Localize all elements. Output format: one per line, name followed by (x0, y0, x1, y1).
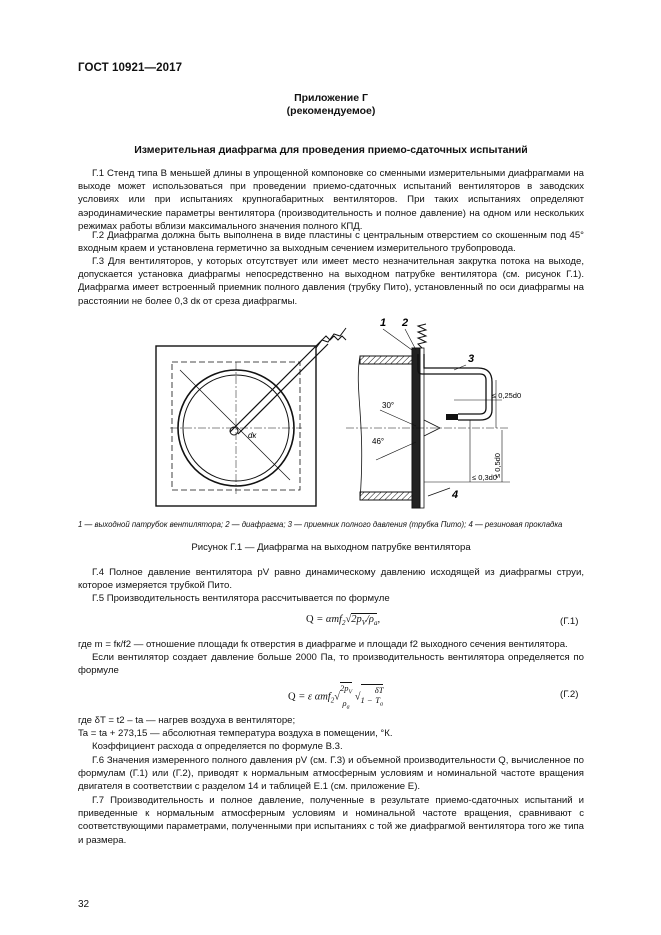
label-4: 4 (452, 489, 459, 501)
appendix-kind: (рекомендуемое) (286, 105, 376, 117)
diaphragm-front-view (156, 328, 346, 506)
label-3: 3 (468, 353, 475, 365)
formula-g1-number: (Г.1) (560, 616, 579, 627)
paragraph-coef (78, 740, 584, 753)
paragraph-where1: где m = fк/f2 — отношение площади fк отверстия в диафрагме и площади f2 выходного сечения вентилятора. (78, 639, 568, 650)
paragraph-g4 (78, 566, 584, 592)
paragraph-g6-text: Г.6 Значения измеренного полного давления pV (см. Г.3) и объемной производительности Q, вычисленное по формулам (Г.1) или (Г.2), приводят к нормальным атмосферным условиям и номинальной частоте вращения двигателя в соответствии с разделом 14 и таблицей Е.1 (см. приложение Е). (78, 755, 584, 793)
paragraph-g7 (78, 794, 584, 847)
label-1: 1 (380, 317, 387, 329)
paragraph-g5 (78, 592, 584, 605)
dk-label: dк (248, 431, 257, 440)
angle-30-label: 30° (382, 401, 395, 410)
diaphragm-side-view (346, 317, 521, 508)
formula-g2: Q = ε $\alpha mf_2√2p_V$ $\rho_a$ √1 − δT $T_a$ (288, 683, 384, 711)
paragraph-g1 (78, 167, 584, 233)
paragraph-g4-text: Г.4 Полное давление вентилятора pV равно динамическому давлению исходящей из диафрагмы струи, которое измеряется трубкой Пито. (78, 567, 584, 592)
paragraph-where2a: где δT = t2 – ta — нагрев воздуха в вентиляторе; (78, 715, 296, 726)
figure-legend: 1 — выходной патрубок вентилятора; 2 — диафрагма; 3 — приемник полного давления (трубка Пито); 4 — резиновая прокладка (78, 520, 563, 529)
label-2: 2 (402, 317, 409, 329)
figure-g1-drawing (150, 310, 530, 510)
section-title: Измерительная диафрагма для проведения приемо-сдаточных испытаний (134, 144, 528, 156)
paragraph-g2-text: Г.2 Диафрагма должна быть выполнена в виде пластины с центральным отверстием со скошенным под 45° входным краем и установлена герметично за выходным сечением измерительного трубопровода. (78, 230, 584, 255)
paragraph-g7-text: Г.7 Производительность и полное давление, полученные в результате приемо-сдаточных испытаний и приведенные к нормальным атмосферным условиям и номинальной частоте вращения, сравнивают с соответствующими параметрами, полученными при испытаниях с той же диафрагмой вентилятора того же типа и размера. (78, 795, 584, 846)
paragraph-g1-text: Г.1 Стенд типа В меньшей длины в упрощенной компоновке со сменными измерительными диафрагмами на выходе может использоваться при проведении приемо-сдаточных испытаний вентиляторов в заводских условиях или при испытаниях крупногабаритных вентиляторов. При таких испытаниях определяют аэродинамические параметры вентилятора (производительность и полное давление) на одном или нескольких режимах работы вблизи максимального значения полного КПД. (78, 168, 584, 232)
formula-g2-number: (Г.2) (560, 689, 579, 700)
dim-03-label: ≤ 0,3d0 (472, 473, 497, 482)
paragraph-g3-text: Г.3 Для вентиляторов, у которых отсутствует или имеет место незначительная закрутка потока на выходе, допускается установка диафрагмы непосредственно на выходном патрубке вентилятора (см. рисунок Г.1). Диафрагма имеет встроенный приемник полного давления (трубку Пито), установленный по оси диафрагмы на расстоянии не более 0,3 dк от среза диафрагмы. (78, 256, 584, 307)
paragraph-g5-text: Г.5 Производительность вентилятора рассчитывается по формуле (92, 593, 390, 604)
appendix-label: Приложение Г (294, 92, 368, 104)
paragraph-if2000 (78, 651, 584, 677)
dim-025-label: ≤ 0,25d0 (492, 391, 522, 400)
formula-g1: $Q = \alpha mf_2√2p_V/\rho_a$, (306, 614, 381, 628)
paragraph-where2b: Ta = ta + 273,15 — абсолютная температура воздуха в помещении, °К. (78, 728, 393, 739)
paragraph-g2 (78, 229, 584, 255)
dim-05-label: ≤ 0,5d0 (493, 453, 502, 478)
paragraph-g3 (78, 255, 584, 308)
figure-caption: Рисунок Г.1 — Диафрагма на выходном патрубке вентилятора (191, 542, 471, 553)
angle-45-label: 46° (372, 437, 385, 446)
paragraph-g6 (78, 754, 584, 794)
page-number: 32 (78, 899, 90, 910)
paragraph-if2000-text: Если вентилятор создает давление больше 2000 Па, то производительность вентилятора определяется по формуле (78, 652, 584, 677)
appendix-title (78, 92, 584, 118)
document-header: ГОСТ 10921—2017 (78, 62, 183, 74)
paragraph-coef-text: Коэффициент расхода α определяется по формуле В.3. (92, 741, 343, 752)
